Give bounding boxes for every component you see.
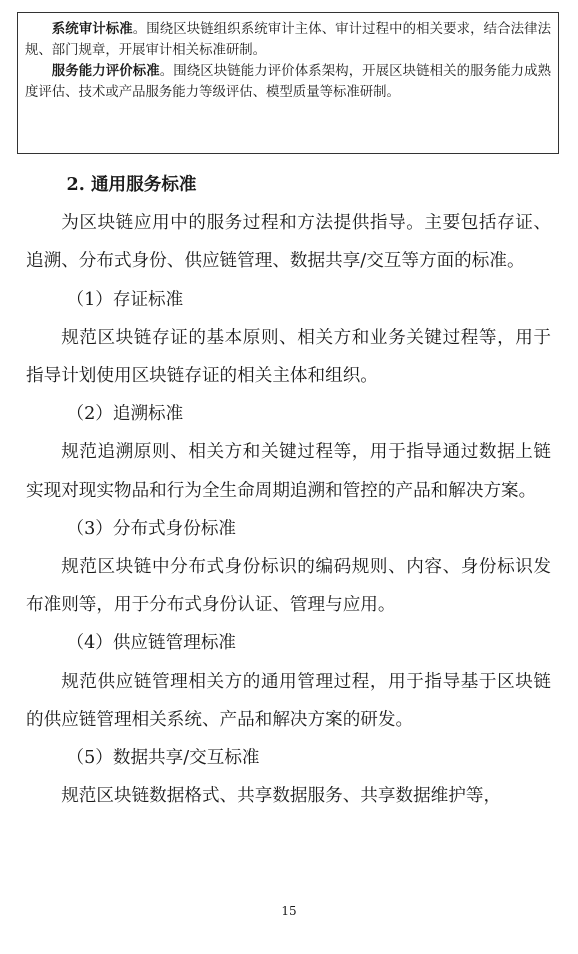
item-text-evidence: 规范区块链存证的基本原则、相关方和业务关键过程等，用于指导计划使用区块链存证的相关主体和组织。: [26, 327, 551, 387]
item-text-distributed-identity: 规范区块链中分布式身份标识的编码规则、内容、身份标识发布准则等，用于分布式身份认证、管理与应用。: [26, 557, 551, 616]
item-title-data-sharing: （5）数据共享/交互标准: [66, 748, 260, 769]
box-paragraph-capability: [25, 61, 551, 103]
item-title-supply-chain: （4）供应链管理标准: [66, 633, 237, 654]
main-content: [26, 166, 551, 815]
box-paragraph-audit-text: 。围绕区块链组织系统审计主体、审计过程中的相关要求，结合法律法规、部门规章，开展审计相关标准研制。: [25, 22, 551, 58]
box-paragraph-capability-text: 。围绕区块链能力评价体系架构，开展区块链相关的服务能力成熟度评估、技术或产品服务能力等级评估、模型质量等标准研制。: [25, 64, 552, 100]
box-paragraph-capability-title: 服务能力评价标准: [51, 63, 160, 79]
item-title-distributed-identity: （3）分布式身份标准: [66, 518, 237, 539]
item-text-traceability: 规范追溯原则、相关方和关键过程等，用于指导通过数据上链实现对现实物品和行为全生命周期追溯和管控的产品和解决方案。: [26, 442, 551, 501]
item-text-supply-chain: 规范供应链管理相关方的通用管理过程，用于指导基于区块链的供应链管理相关系统、产品和解决方案的研发。: [26, 671, 551, 730]
boxed-excerpt: [17, 12, 559, 154]
section-intro: 为区块链应用中的服务过程和方法提供指导。主要包括存证、追溯、分布式身份、供应链管理、数据共享/交互等方面的标准。: [26, 213, 551, 272]
item-text-data-sharing: 规范区块链数据格式、共享数据服务、共享数据维护等，: [61, 786, 502, 807]
item-title-evidence: （1）存证标准: [66, 289, 184, 310]
box-paragraph-audit: [25, 19, 551, 61]
page-number: 15: [281, 904, 297, 918]
section-heading: 2. 通用服务标准: [66, 174, 197, 195]
item-title-traceability: （2）追溯标准: [66, 404, 184, 425]
box-paragraph-audit-title: 系统审计标准: [51, 21, 133, 37]
